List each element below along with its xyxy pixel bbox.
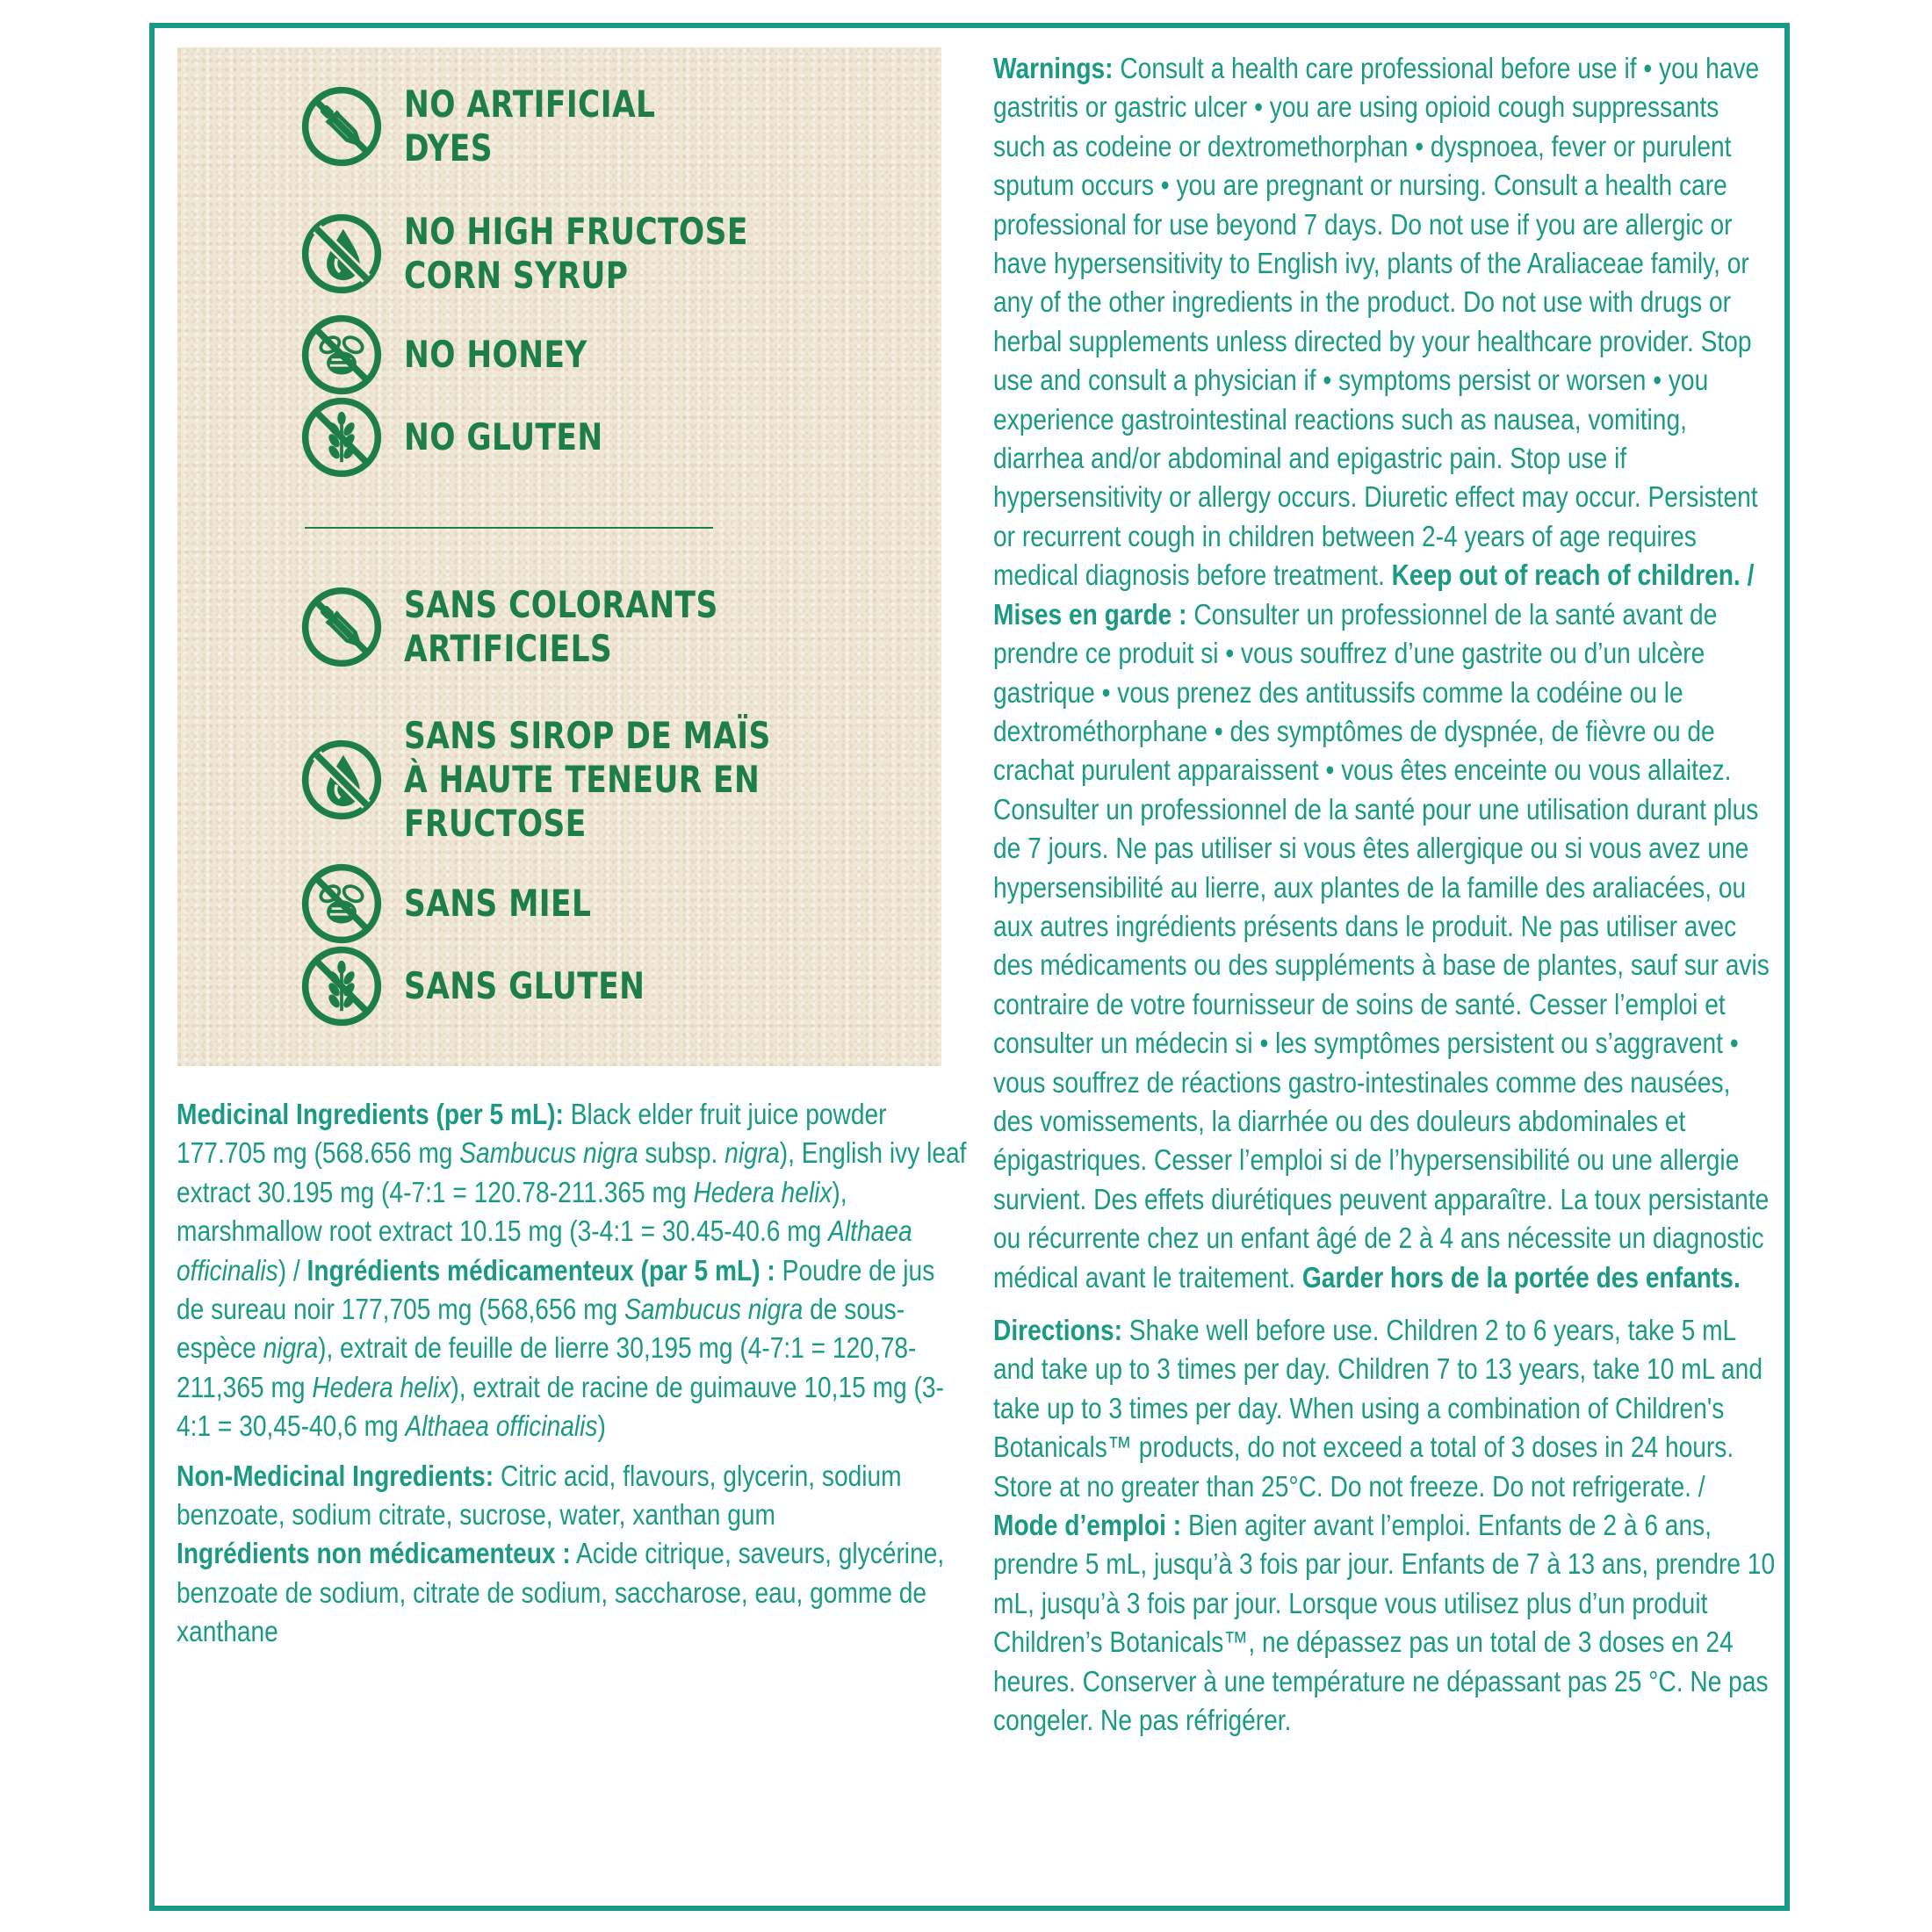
- directions-section: Directions: Shake well before use. Children 2 to 6 years, take 5 mL and take up to 3 times per day. Children 7 to 13 years, take 10 mL and take up to 3 times per day. When using a combination of Children's Botanicals™ products, do not exceed a total of 3 doses in 24 hours. Store at no greater than 25°C. Do not freeze. Do not refrigerate. / Mode d’emploi : Bien agiter avant l’emploi. Enfants de 2 à 6 ans, prendre 5 mL, jusqu’à 3 fois par jour. Enfants de 7 à 13 ans, prendre 10 mL, jusqu’à 3 fois par jour. Lorsque vous utilisez plus d’un produit Children’s Botanicals™, ne dépassez pas un total de 3 doses en 24 heures. Conserver à une température ne dépassant pas 25 °C. Ne pas congeler. Ne pas réfrigérer.: [993, 1315, 1776, 1738]
- claim-label: NO GLUTEN: [404, 415, 603, 458]
- claim-label: CORN SYRUP: [404, 254, 629, 297]
- directions-heading: Directions:: [993, 1315, 1122, 1347]
- claim-label: SANS COLORANTS: [404, 583, 718, 626]
- no-wheat-icon: [300, 396, 383, 479]
- non-medicinal-ingredients-fr: Ingrédients non médicamenteux : Acide citrique, saveurs, glycérine, benzoate de sodium, citrate de sodium, saccharose, eau, gomme de xanthane: [177, 1538, 945, 1649]
- keep-out-heading: Keep out of reach of children. / Mises en garde :: [993, 559, 1755, 631]
- warnings-column: [993, 50, 1775, 1741]
- ingredients-column: [177, 1096, 969, 1653]
- no-dropper-icon: [300, 85, 383, 168]
- directions-fr-heading: Mode d’emploi :: [993, 1510, 1182, 1543]
- divider: [305, 527, 713, 529]
- claim-label: FRUCTOSE: [404, 802, 587, 845]
- no-wheat-icon: [300, 945, 383, 1027]
- claim-label: DYES: [404, 126, 494, 169]
- warnings-heading: Warnings:: [993, 53, 1114, 85]
- non-medicinal-heading: Non-Medicinal Ingredients:: [177, 1460, 494, 1493]
- claim-label: SANS GLUTEN: [404, 964, 645, 1007]
- claim-sans-miel: [300, 862, 632, 945]
- claim-no-hfcs: [300, 210, 824, 298]
- claim-no-gluten: [300, 396, 646, 479]
- claim-label: NO HIGH FRUCTOSE: [404, 210, 748, 253]
- medicinal-ingredients: Medicinal Ingredients (per 5 mL): Black elder fruit juice powder 177.705 mg (568.656 mg Sambucus nigra subsp. nigra), English ivy leaf extract 30.195 mg (4-7:1 = 120.78-211.365 mg Hedera helix), marshmallow root extract 10.15 mg (3-4:1 = 30.45-40.6 mg Althaea officinalis) / Ingrédients médicamenteux (par 5 mL) : Poudre de jus de sureau noir 177,705 mg (568,656 mg Sambucus nigra de sous-espèce nigra), extrait de feuille de lierre 30,195 mg (4-7:1 = 120,78-211,365 mg Hedera helix), extrait de racine de guimauve 10,15 mg (3-4:1 = 30,45-40,6 mg Althaea officinalis): [177, 1099, 967, 1444]
- claim-label: NO HONEY: [404, 333, 588, 376]
- no-dropper-icon: [300, 586, 383, 668]
- no-bee-icon: [300, 862, 383, 945]
- warnings-section: Warnings: Consult a health care professional before use if • you have gastritis or gastric ulcer • you are using opioid cough suppressants such as codeine or dextromethorphan • dyspnoea, fever or purulent sputum occurs • you are pregnant or nursing. Consult a health care professional for use beyond 7 days. Do not use if you are allergic or have hypersensitivity to English ivy, plants of the Araliaceae family, or any of the other ingredients in the product. Do not use with drugs or herbal supplements unless directed by your healthcare provider. Stop use and consult a physician if • symptoms persist or worsen • you experience gastrointestinal reactions such as nausea, vomiting, diarrhea and/or abdominal and epigastric pain. Stop use if hypersensitivity or allergy occurs. Diuretic effect may occur. Persistent or recurrent cough in children between 2-4 years of age requires medical diagnosis before treatment. Keep out of reach of children. / Mises en garde : Consulter un professionnel de la santé avant de prendre ce produit si • vous souffrez d’une gastrite ou d’un ulcère gastrique • vous prenez des antitussifs comme la codéine ou le dextrométhorphane • des symptômes de dyspnée, de fièvre ou de crachat purulent apparaissent • vous êtes enceinte ou vous allaitez. Consulter un professionnel de la santé pour une utilisation durant plus de 7 jours. Ne pas utiliser si vous êtes allergique ou si vous avez une hypersensibilité au lierre, aux plantes de la famille des araliacées, ou aux autres ingrédients présents dans le produit. Ne pas utiliser avec des médicaments ou des suppléments à base de plantes, sauf sur avis contraire de votre fournisseur de soins de santé. Cesser l’emploi et consulter un médecin si • les symptômes persistent ou s’aggravent • vous souffrez de réactions gastro-intestinales comme des nausées, des vomissements, la diarrhée ou des douleurs abdominales et épigastriques. Cesser l’emploi si de l’hypersensibilité ou une allergie survient. Des effets diurétiques peuvent apparaître. La toux persistante ou récurrente chez un enfant âgé de 2 à 4 ans nécessite un diagnostic médical avant le traitement. Garder hors de la portée des enfants.: [993, 53, 1770, 1294]
- claim-no-honey: [300, 314, 628, 396]
- no-bee-icon: [300, 314, 383, 396]
- claim-label: SANS SIROP DE MAÏS: [404, 714, 771, 757]
- claim-label: À HAUTE TENEUR EN: [404, 758, 761, 801]
- claim-sans-sirop: [300, 714, 851, 846]
- claim-no-artificial-dyes: [300, 83, 710, 170]
- no-drop-icon: [300, 213, 383, 295]
- medicinal-heading: Medicinal Ingredients (per 5 mL):: [177, 1099, 564, 1131]
- no-drop-icon: [300, 739, 383, 821]
- keep-out-fr-heading: Garder hors de la portée des enfants.: [1301, 1261, 1741, 1294]
- non-medicinal-fr-heading: Ingrédients non médicamenteux :: [177, 1538, 571, 1571]
- claims-panel: [177, 47, 941, 1066]
- medicinal-fr-heading: Ingrédients médicamenteux (par 5 mL) :: [306, 1254, 775, 1287]
- claim-label: NO ARTIFICIAL: [404, 83, 656, 126]
- claim-label: ARTIFICIELS: [404, 627, 613, 670]
- claim-label: SANS MIEL: [404, 882, 592, 925]
- non-medicinal-ingredients: Non-Medicinal Ingredients: Citric acid, flavours, glycerin, sodium benzoate, sodium citrate, sucrose, water, xanthan gum: [177, 1460, 902, 1532]
- claim-sans-gluten: [300, 945, 698, 1027]
- claim-sans-colorants: [300, 583, 787, 671]
